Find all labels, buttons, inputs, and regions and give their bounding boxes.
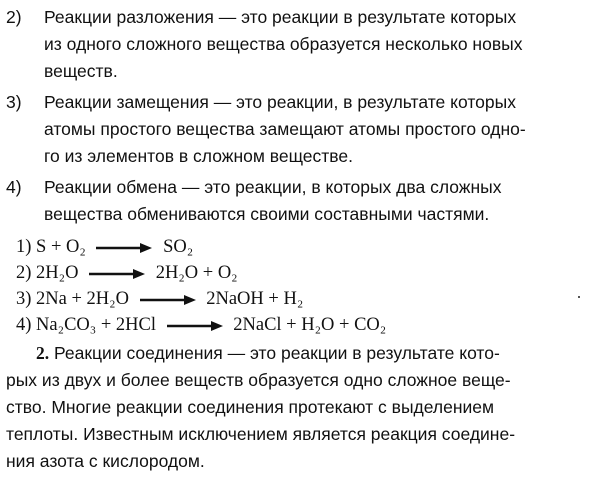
paragraph-line: ния азота с кислородом. <box>6 451 205 471</box>
paragraph-line <box>6 340 602 367</box>
reaction-arrow-icon <box>140 295 196 305</box>
equation-reactants: Na₂CO₃ + 2HCl <box>36 315 156 335</box>
equation-products: 2NaOH + H₂ <box>206 289 304 309</box>
paragraph-line: рых из двух и более веществ образуется одно сложное веще- <box>6 370 511 390</box>
equation-3 <box>16 286 303 312</box>
equation-label: 3) <box>16 289 32 309</box>
paragraph-line: ство. Многие реакции соединения протекают с выделением <box>6 397 495 417</box>
paragraph-first-line-text: Реакции соединения — это реакции в результате кото- <box>54 343 500 363</box>
reaction-arrow-icon <box>96 243 152 253</box>
item-line: го из элементов в сложном веществе. <box>44 146 353 166</box>
definition-item-exchange <box>6 174 602 228</box>
equation-products: SO₂ <box>163 237 194 257</box>
equation-reactants: 2H₂O <box>36 263 79 283</box>
item-line: Реакции обмена — это реакции, в которых два сложных <box>44 177 502 197</box>
reaction-arrow-icon <box>167 321 223 331</box>
item-line: вещества обмениваются своими составными частями. <box>44 204 490 224</box>
item-line: Реакции замещения — это реакции, в результате которых <box>44 92 516 112</box>
item-number: 3) <box>6 92 22 112</box>
equation-2 <box>16 260 238 286</box>
equation-4 <box>16 312 386 338</box>
definition-item-substitution <box>6 89 602 170</box>
combination-reactions-paragraph <box>6 340 602 475</box>
equation-label: 2) <box>16 263 32 283</box>
equation-reactants: S + O₂ <box>36 237 86 257</box>
definition-item-decomposition <box>6 4 602 85</box>
equation-reactants: 2Na + 2H₂O <box>36 289 129 309</box>
print-speck <box>578 296 580 298</box>
item-line: атомы простого вещества замещают атомы простого одно- <box>44 119 526 139</box>
item-line: Реакции разложения — это реакции в результате которых <box>44 7 517 27</box>
item-line: веществ. <box>44 61 118 81</box>
item-number: 4) <box>6 177 22 197</box>
item-line: из одного сложного вещества образуется несколько новых <box>44 34 523 54</box>
equation-products: 2NaCl + H₂O + CO₂ <box>233 315 387 335</box>
reaction-arrow-icon <box>89 269 145 279</box>
equation-label: 1) <box>16 237 32 257</box>
equation-products: 2H₂O + O₂ <box>155 263 238 283</box>
paragraph-number: 2. <box>36 343 50 363</box>
item-number: 2) <box>6 7 22 27</box>
equation-label: 4) <box>16 315 32 335</box>
equation-1 <box>16 234 193 260</box>
paragraph-line: теплоты. Известным исключением является реакция соедине- <box>6 424 516 444</box>
